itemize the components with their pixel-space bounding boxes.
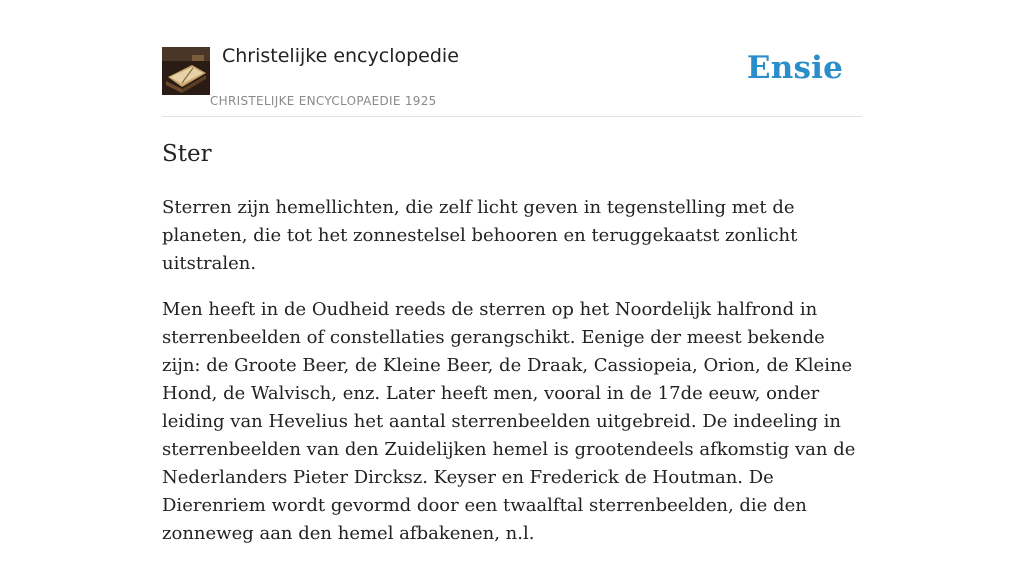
source-header	[162, 0, 862, 117]
source-title[interactable]: Christelijke encyclopedie	[222, 45, 459, 67]
entry-paragraph: Men heeft in de Oudheid reeds de sterren op het Noordelijk halfrond in sterrenbeelden of constellaties gerangschikt. Eenige der meest bekende zijn: de Groote Beer, de Kleine Beer, de Draak, Cassiopeia, Orion, de Kleine Hond, de Walvisch, enz. Later heeft men, vooral in de 17de eeuw, onder leiding van Hevelius het aantal sterrenbeelden uitgebreid. De indeeling in sterrenbeelden van den Zuidelijken hemel is grootendeels afkomstig van de Nederlanders Pieter Dircksz. Keyser en Frederick de Houtman. De Dierenriem wordt gevormd door een twaalftal sterrenbeelden, die den zonneweg aan den hemel afbakenen, n.l.	[162, 299, 856, 544]
source-subtitle: CHRISTELIJKE ENCYCLOPAEDIE 1925	[210, 94, 437, 108]
entry-title: Ster	[162, 141, 212, 167]
entry-paragraph: Sterren zijn hemellichten, die zelf licht geven in tegenstelling met de planeten, die tot het zonnestelsel behooren en teruggekaatst zonlicht uitstralen.	[162, 197, 798, 274]
brand-logo[interactable]: Ensie	[746, 50, 843, 86]
entry-content	[162, 138, 862, 566]
book-avatar-icon[interactable]	[162, 47, 210, 95]
